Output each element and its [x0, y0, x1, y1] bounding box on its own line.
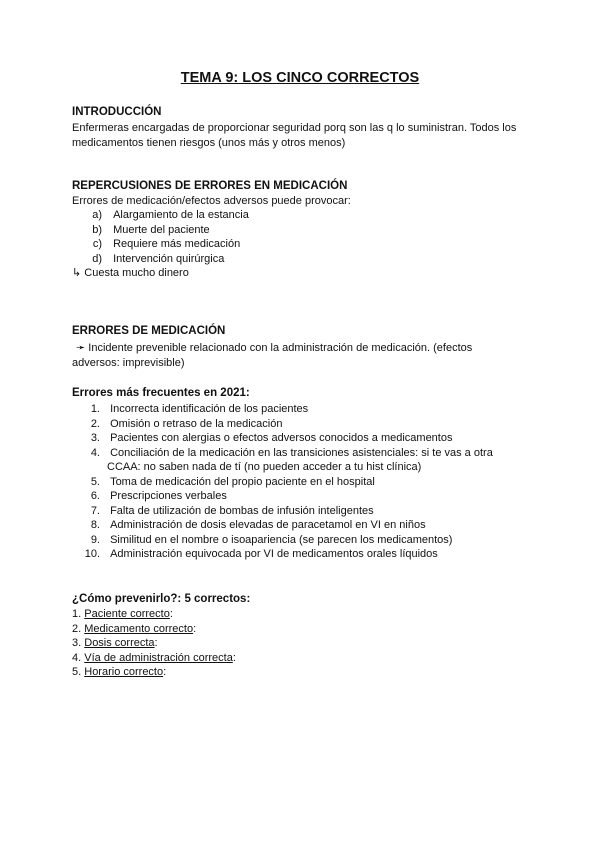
- list-item-text: Muerte del paciente: [113, 223, 210, 236]
- list-item-text: Paciente correcto: [84, 608, 170, 620]
- list-item-suffix: :: [193, 622, 197, 635]
- list-marker: 1.: [90, 403, 100, 415]
- list-item: [88, 252, 224, 267]
- intro-text: Enfermeras encargadas de proporcionar seguridad porq son las q lo suministran. Todos los medicamentos tienen riesgos (unos más y otros menos): [72, 122, 517, 149]
- list-item-text: Prescripciones verbales: [110, 490, 227, 502]
- list-item-text: Intervención quirúrgica: [113, 252, 225, 265]
- list-item: [88, 223, 210, 238]
- list-item-text: Administración de dosis elevadas de paracetamol en VI en niños: [110, 519, 426, 531]
- list-item: [84, 431, 452, 446]
- list-marker: c): [92, 238, 102, 250]
- list-marker: 9.: [90, 533, 100, 546]
- list-item: [88, 208, 249, 223]
- list-item-text: Falta de utilización de bombas de infusión inteligentes: [110, 504, 374, 517]
- errores-heading: ERRORES DE MEDICACIÓN: [72, 325, 226, 337]
- list-marker: 8.: [90, 519, 100, 531]
- repercusiones-heading: REPERCUSIONES DE ERRORES EN MEDICACIÓN: [72, 180, 348, 192]
- list-item: [84, 475, 375, 490]
- errores-definition: ➛ Incidente prevenible relacionado con la administración de medicación. (efectos adversos: imprevisible): [72, 342, 473, 369]
- list-marker: 6.: [90, 490, 100, 502]
- list-marker: 5.: [72, 666, 82, 678]
- list-item-text: Pacientes con alergias o efectos adversos conocidos a medicamentos: [110, 432, 453, 444]
- list-item-text: Dosis correcta: [84, 637, 155, 649]
- list-marker: 1.: [72, 608, 82, 620]
- list-marker: 2.: [72, 622, 82, 635]
- list-marker: d): [92, 252, 102, 265]
- list-item: [84, 518, 426, 533]
- list-item: [72, 636, 158, 651]
- list-item-text: Toma de medicación del propio paciente en el hospital: [110, 475, 375, 488]
- list-item-text: Vía de administración correcta: [84, 651, 233, 664]
- list-item-continuation: CCAA: no saben nada de tí (no pueden acceder a tu hist clínica): [107, 461, 422, 473]
- list-item: [72, 607, 173, 622]
- list-marker: b): [92, 223, 102, 236]
- repercusiones-lead: Errores de medicación/efectos adversos puede provocar:: [72, 195, 351, 207]
- list-marker: 4.: [90, 446, 100, 459]
- list-item: [84, 446, 493, 461]
- list-marker: 5.: [90, 475, 100, 488]
- list-marker: 3.: [72, 637, 82, 649]
- prevenir-heading: ¿Cómo prevenirlo?: 5 correctos:: [72, 593, 251, 605]
- list-item-text: Incorrecta identificación de los pacientes: [110, 403, 309, 415]
- list-item: [84, 417, 282, 432]
- list-item: [84, 489, 227, 504]
- list-item-suffix: :: [169, 608, 173, 620]
- list-marker: a): [92, 209, 102, 221]
- list-item: [84, 547, 438, 562]
- list-item: [84, 504, 374, 519]
- list-item: [72, 622, 196, 637]
- page-title: TEMA 9: LOS CINCO CORRECTOS: [180, 70, 420, 86]
- list-item-text: Alargamiento de la estancia: [113, 209, 249, 221]
- list-item: [84, 533, 452, 548]
- list-marker: 10.: [84, 548, 100, 560]
- errores-freq-heading: Errores más frecuentes en 2021:: [72, 387, 250, 399]
- list-item-text: Conciliación de la medicación en las transiciones asistenciales: si te vas a otra: [110, 446, 493, 459]
- list-marker: 2.: [90, 417, 100, 430]
- list-marker: 7.: [90, 504, 100, 517]
- list-item: [84, 402, 308, 417]
- list-item-text: Medicamento correcto: [84, 622, 194, 635]
- intro-heading: INTRODUCCIÓN: [72, 106, 162, 118]
- repercusiones-note: ↳ Cuesta mucho dinero: [72, 267, 189, 279]
- list-item-suffix: :: [232, 651, 236, 664]
- list-item-suffix: :: [154, 637, 158, 649]
- list-item: [88, 237, 240, 252]
- list-marker: 3.: [90, 432, 100, 444]
- list-marker: 4.: [72, 651, 82, 664]
- list-item-text: Omisión o retraso de la medicación: [110, 417, 283, 430]
- list-item-suffix: :: [163, 666, 167, 678]
- list-item: [72, 665, 166, 680]
- list-item-text: Administración equivocada por VI de medicamentos orales líquidos: [110, 548, 438, 560]
- list-item-text: Requiere más medicación: [113, 238, 241, 250]
- list-item-text: Horario correcto: [84, 666, 164, 678]
- list-item-text: Similitud en el nombre o isoapariencia (se parecen los medicamentos): [110, 533, 453, 546]
- list-item: [72, 651, 236, 666]
